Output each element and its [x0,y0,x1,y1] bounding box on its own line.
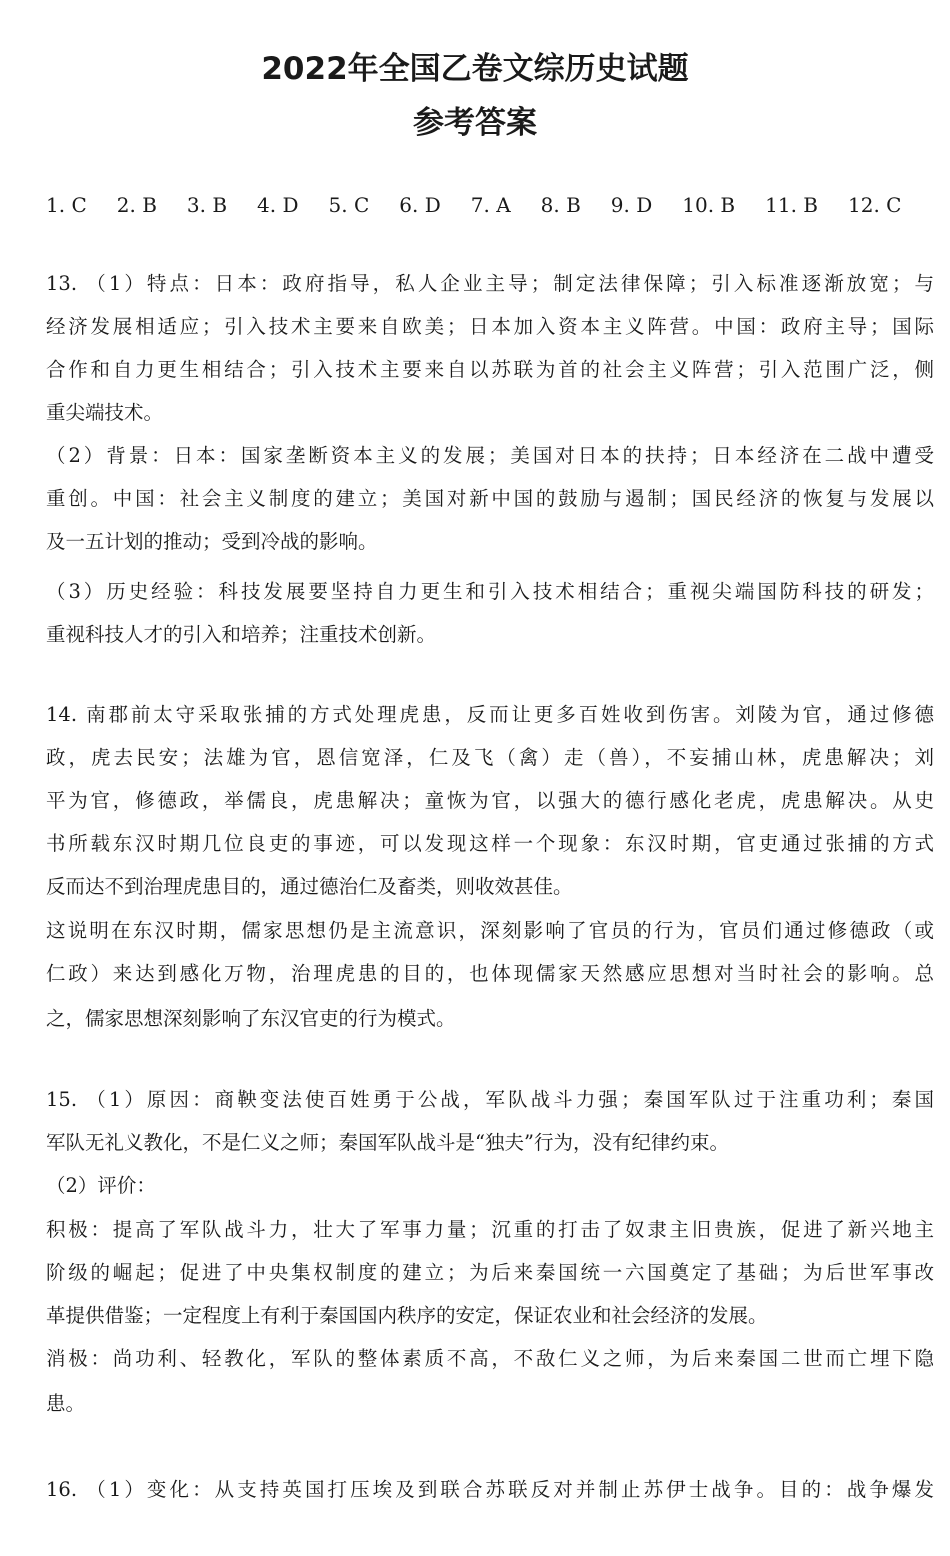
answer-line: 经济发展相适应；引入技术主要来自欧美；日本加入资本主义阵营。中国：政府主导；国际 [46,315,934,338]
answer-line: 军队无礼义教化，不是仁义之师；秦国军队战斗是“独夫”行为，没有纪律约束。 [46,1131,729,1154]
answer-line: 书所载东汉时期几位良吏的事迹，可以发现这样一个现象：东汉时期，官吏通过张捕的方式 [46,832,934,855]
choice-answer: 3. B [186,193,228,217]
choice-answer: 7. A [470,193,511,217]
answer-line: 重尖端技术。 [46,401,164,424]
answer-line: 之，儒家思想深刻影响了东汉官吏的行为模式。 [46,1007,456,1030]
answer-line: 15. （1）原因：商鞅变法使百姓勇于公战，军队战斗力强；秦国军队过于注重功利；秦国 [46,1088,934,1111]
choice-answer: 4. D [257,193,299,217]
answer-line: 及一五计划的推动；受到冷战的影响。 [46,530,378,553]
answer-line: 反而达不到治理虎患目的，通过德治仁及畜类，则收效甚佳。 [46,875,573,898]
answer-line: 重创。中国：社会主义制度的建立；美国对新中国的鼓励与遏制；国民经济的恢复与发展以 [46,487,934,510]
document-title: 2022年全国乙卷文综历史试题 [261,51,689,87]
answer-line: （2）评价： [46,1174,156,1197]
answer-line: 14. 南郡前太守采取张捕的方式处理虎患，反而让更多百姓收到伤害。刘陵为官，通过修德 [46,703,934,726]
answer-line: 积极：提高了军队战斗力，壮大了军事力量；沉重的打击了奴隶主旧贵族，促进了新兴地主 [46,1218,934,1241]
answer-line: 患。 [46,1392,86,1415]
choice-answer: 12. C [848,193,902,217]
answer-line: 平为官，修德政，举儒良，虎患解决；童恢为官，以强大的德行感化老虎，虎患解决。从史 [46,789,934,812]
choice-answer: 5. C [328,193,370,217]
choice-answers [46,187,901,223]
choice-answer: 1. C [46,193,87,217]
answer-line: 仁政）来达到感化万物，治理虎患的目的，也体现儒家天然感应思想对当时社会的影响。总 [46,962,934,985]
answer-line: 这说明在东汉时期，儒家思想仍是主流意识，深刻影响了官员的行为，官员们通过修德政（或 [46,919,934,942]
answer-line: 16. （1）变化：从支持英国打压埃及到联合苏联反对并制止苏伊士战争。目的：战争爆发 [46,1478,934,1501]
answer-line: 13. （1）特点：日本：政府指导，私人企业主导；制定法律保障；引入标准逐渐放宽；与 [46,272,934,295]
choice-answer: 9. D [610,193,653,217]
answer-line: （2）背景：日本：国家垄断资本主义的发展；美国对日本的扶持；日本经济在二战中遭受 [46,444,934,467]
choice-answer: 2. B [116,193,157,217]
answer-line: 阶级的崛起；促进了中央集权制度的建立；为后来秦国统一六国奠定了基础；为后世军事改 [46,1261,934,1284]
choice-answer: 8. B [540,193,581,217]
answer-line: 重视科技人才的引入和培养；注重技术创新。 [46,623,437,646]
answer-line: 消极：尚功利、轻教化，军队的整体素质不高，不敌仁义之师，为后来秦国二世而亡埋下隐 [46,1347,934,1370]
choice-answer: 6. D [399,193,441,217]
answer-line: 革提供借鉴；一定程度上有利于秦国国内秩序的安定，保证农业和社会经济的发展。 [46,1304,768,1327]
answer-line: （3）历史经验：科技发展要坚持自力更生和引入技术相结合；重视尖端国防科技的研发； [46,580,934,603]
answer-line: 合作和自力更生相结合；引入技术主要来自以苏联为首的社会主义阵营；引入范围广泛，侧 [46,358,934,381]
choice-answer: 11. B [765,193,819,217]
answer-line: 政，虎去民安；法雄为官，恩信宽泽，仁及飞（禽）走（兽），不妄捕山林，虎患解决；刘 [46,746,934,769]
document-subtitle: 参考答案 [413,105,537,141]
choice-answer: 10. B [682,193,736,217]
